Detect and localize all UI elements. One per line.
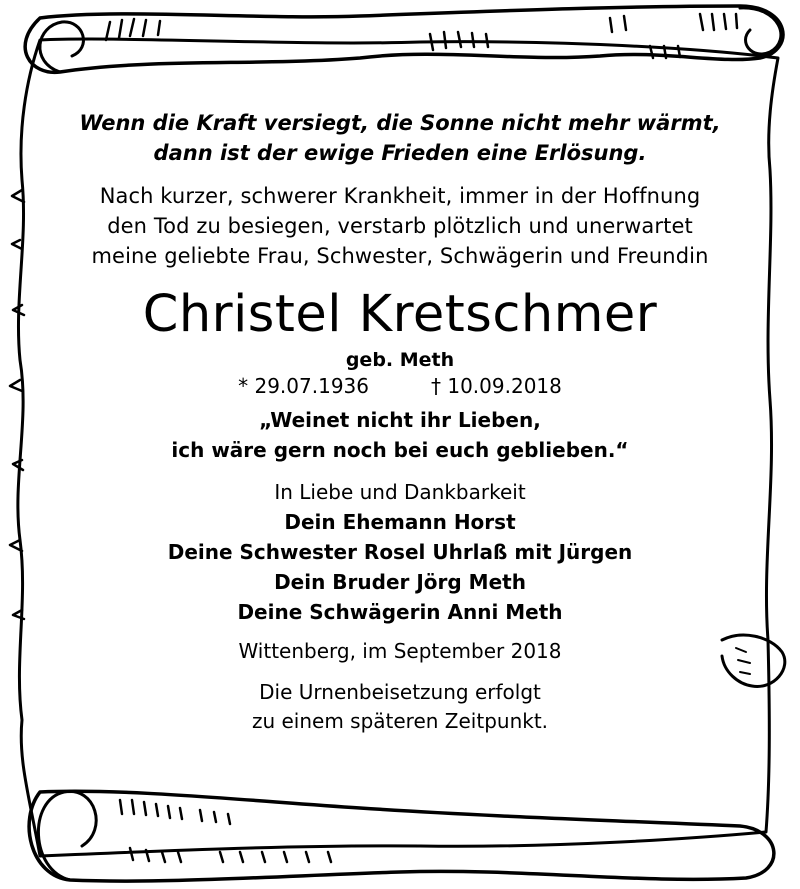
obituary-text <box>60 108 740 736</box>
mourner: Deine Schwester Rosel Uhrlaß mit Jürgen <box>167 540 633 564</box>
death-date: † 10.09.2018 <box>431 374 562 398</box>
announcement-line: meine geliebte Frau, Schwester, Schwägerin und Freundin <box>91 244 709 268</box>
birth-date: * 29.07.1936 <box>238 374 369 398</box>
motto <box>60 108 740 168</box>
quote-line: „Weinet nicht ihr Lieben, <box>259 408 541 432</box>
burial-line: zu einem späteren Zeitpunkt. <box>251 709 549 733</box>
deceased-name: Christel Kretschmer <box>142 285 658 344</box>
motto-line: Wenn die Kraft versiegt, die Sonne nicht mehr wärmt, <box>79 111 721 135</box>
bottom-roll <box>29 791 774 881</box>
farewell-quote <box>60 405 740 465</box>
maiden-name: geb. Meth <box>345 349 455 371</box>
burial-line: Die Urnenbeisetzung erfolgt <box>259 680 541 704</box>
announcement-line: den Tod zu besiegen, verstarb plötzlich und unerwartet <box>107 214 693 238</box>
quote-line: ich wäre gern noch bei euch geblieben.“ <box>171 438 629 462</box>
mourners-list <box>60 477 740 627</box>
announcement-line: Nach kurzer, schwerer Krankheit, immer in der Hoffnung <box>99 184 701 208</box>
mourner: Dein Bruder Jörg Meth <box>274 570 526 594</box>
bottom-roll-curl-left <box>38 791 96 880</box>
mourner: Deine Schwägerin Anni Meth <box>237 600 563 624</box>
top-roll-curl-left <box>40 22 84 72</box>
announcement <box>60 181 740 271</box>
top-roll-hatching <box>106 14 737 58</box>
life-dates <box>60 373 740 399</box>
mourners-intro: In Liebe und Dankbarkeit <box>274 480 526 504</box>
motto-line: dann ist der ewige Frieden eine Erlösung. <box>153 141 647 165</box>
burial-notice <box>60 678 740 736</box>
place-and-date: Wittenberg, im September 2018 <box>238 639 562 663</box>
mourner: Dein Ehemann Horst <box>284 510 516 534</box>
